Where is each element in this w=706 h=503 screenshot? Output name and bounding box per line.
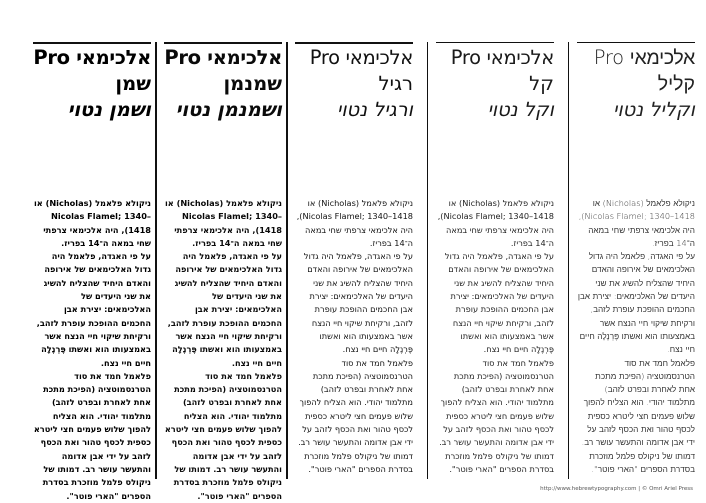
- column-top-rule: [164, 42, 282, 44]
- sample-paragraphs: [164, 197, 282, 503]
- sample-paragraph: פלאמל חמד את סוד הטרנסמוטציה (הפיכת מתכת אחת לאחרת ובפרט לזהב) מתלמוד יהודי. הוא הצליח להפוך שלוש פעמים חצי ליטרא כספית לכסף טהור ואת הכסף לזהב על ידי אבן אדומה והתעשר עושר רב. דמותו של ניקולס פלמל מוזכרת בסדרת הספרים "הארי פוטר".: [298, 357, 413, 474]
- sample-paragraph: פלאמל חמד את סוד הטרנסמוטציה (הפיכת מתכת אחת לאחרת ובפרט לזהב) מתלמוד יהודי. הוא הצליח להפוך שלוש פעמים חצי ליטרא כספית לכסף טהור ואת הכסף לזהב על ידי אבן אדומה והתעשר עושר רב. דמותו של ניקולס פלמל מוזכרת בסדרת הספרים "הארי פוטר".: [164, 370, 282, 501]
- font-name-heading: אלכימאי Pro: [450, 46, 554, 69]
- sample-paragraph: ניקולא פלאמל (Nicholas) או Nicolas Flamel; 1340–1418), היה אלכימאי צרפתי שחי במאה ה־14 בפריז.: [33, 198, 151, 248]
- sample-paragraph: על פי האגדה, פלאמל היה גדול האלכימאים של אירופה והאדם היחיד שהצליח להשיג את שני היעדים של האלכימאים: יצירת אבן החכמים ההופכת עופרת לזהב, ורקיחת שיקוי חיי הנצח אשר באמצעותו הוא ואשתו פֶּרְנֶלָה חיים חיי נצח.: [577, 251, 695, 355]
- sample-paragraph: ניקולא פלאמל (Nicholas) או Nicolas Flamel; 1340–1418), היה אלכימאי צרפתי שחי במאה ה־14 בפריז.: [296, 198, 413, 248]
- font-name-heading: אלכימאי Pro: [309, 46, 413, 69]
- column-divider: [286, 42, 288, 479]
- sample-paragraph: פלאמל חמד את סוד הטרנסמוטציה (הפיכת מתכת אחת לאחרת ובפרט לזהב) מתלמוד יהודי. הוא הצליח להפוך שלוש פעמים חצי ליטרא כספית לכסף טהור ואת הכסף לזהב על ידי אבן אדומה והתעשר עושר רב. דמותו של ניקולס פלמל מוזכרת בסדרת הספרים "הארי פוטר".: [33, 370, 151, 501]
- font-name-heading: אלכימאי Pro: [593, 46, 695, 69]
- specimen-column-medium: [164, 42, 282, 501]
- sample-paragraph: על פי האגדה, פלאמל היה גדול האלכימאים של אירופה והאדם היחיד שהצליח להשיג את שני היעדים של האלכימאים: יצירת אבן החכמים ההופכת עופרת לזהב, ורקיחת שיקוי חיי הנצח אשר באמצעותו הוא ואשתו פֶּרְנֶלָה חיים חיי נצח.: [303, 251, 413, 355]
- font-name-heading: אלכימאי Pro: [33, 46, 151, 69]
- specimen-column-light: [577, 42, 695, 479]
- specimen-column-book: [436, 42, 554, 479]
- weight-name: שמנמן: [223, 72, 282, 95]
- footer-credit: http://www.hebrewtypography.com | © Omri Ariel Press: [540, 486, 693, 492]
- sample-paragraphs: [33, 197, 151, 503]
- sample-paragraph: פלאמל חמד את סוד הטרנסמוטציה (הפיכת מתכת אחת לאחרת ובפרט לזהב) מתלמוד יהודי. הוא הצליח להפוך שלוש פעמים חצי ליטרא כספית לכסף טהור ואת הכסף לזהב על ידי אבן אדומה והתעשר עושר רב. דמותו של ניקולס פלמל מוזכרת בסדרת הספרים "הארי פוטר".: [581, 357, 695, 474]
- sample-paragraph: פלאמל חמד את סוד הטרנסמוטציה (הפיכת מתכת אחת לאחרת ובפרט לזהב) מתלמוד יהודי. הוא הצליח להפוך שלוש פעמים חצי ליטרא כספית לכסף טהור ואת הכסף לזהב על ידי אבן אדומה והתעשר עושר רב. דמותו של ניקולס פלמל מוזכרת בסדרת הספרים "הארי פוטר".: [439, 357, 554, 474]
- weight-name: שמן: [115, 72, 151, 95]
- sample-paragraphs: [436, 197, 554, 476]
- column-divider: [427, 42, 428, 479]
- weight-italic-name: ושמנמן נטוי: [175, 98, 282, 121]
- sample-paragraphs: [577, 197, 695, 476]
- font-name-heading: אלכימאי Pro: [164, 46, 282, 69]
- column-divider: [155, 42, 157, 479]
- column-top-rule: [577, 42, 695, 43]
- sample-paragraphs: [295, 197, 413, 476]
- sample-paragraph: על פי האגדה, פלאמל היה גדול האלכימאים של אירופה והאדם היחיד שהצליח להשיג את שני היעדים של האלכימאים: יצירת אבן החכמים ההופכת עופרת לזהב, ורקיחת שיקוי חיי הנצח אשר באמצעותו הוא ואשתו פֶּרְנֶלָה חיים חיי נצח.: [36, 251, 151, 368]
- specimen-column-bold: [33, 42, 151, 501]
- sample-paragraph: ניקולא פלאמל (Nicholas) או Nicolas Flamel; 1340–1418), היה אלכימאי צרפתי שחי במאה ה־14 בפריז.: [437, 198, 554, 248]
- sample-paragraph: ניקולא פלאמל (Nicholas) או Nicolas Flamel; 1340–1418), היה אלכימאי צרפתי שחי במאה ה־14 בפריז.: [164, 198, 282, 248]
- weight-italic-name: וקל נטוי: [487, 98, 554, 121]
- specimen-column-regular: [295, 42, 413, 479]
- weight-italic-name: ושמן נטוי: [67, 98, 151, 121]
- column-divider: [568, 42, 569, 479]
- column-top-rule: [295, 42, 413, 44]
- weight-name: קל: [529, 72, 554, 95]
- weight-name: קליל: [657, 72, 695, 95]
- column-top-rule: [436, 42, 554, 43]
- weight-name: רגיל: [378, 72, 413, 95]
- sample-paragraph: על פי האגדה, פלאמל היה גדול האלכימאים של אירופה והאדם היחיד שהצליח להשיג את שני היעדים של האלכימאים: יצירת אבן החכמים ההופכת עופרת לזהב, ורקיחת שיקוי חיי הנצח אשר באמצעותו הוא ואשתו פֶּרְנֶלָה חיים חיי נצח.: [444, 251, 554, 355]
- column-top-rule: [33, 42, 151, 44]
- sample-paragraph: על פי האגדה, פלאמל היה גדול האלכימאים של אירופה והאדם היחיד שהצליח להשיג את שני היעדים של האלכימאים: יצירת אבן החכמים ההופכת עופרת לזהב, ורקיחת שיקוי חיי הנצח אשר באמצעותו הוא ואשתו פֶּרְנֶלָה חיים חיי נצח.: [167, 251, 282, 368]
- sample-paragraph: ניקולא פלאמל (Nicholas) או Nicolas Flamel; 1340–1418), היה אלכימאי צרפתי שחי במאה ה־14 בפריז.: [578, 198, 695, 248]
- weight-italic-name: וקליל נטוי: [613, 98, 695, 121]
- weight-italic-name: ורגיל נטוי: [336, 98, 413, 121]
